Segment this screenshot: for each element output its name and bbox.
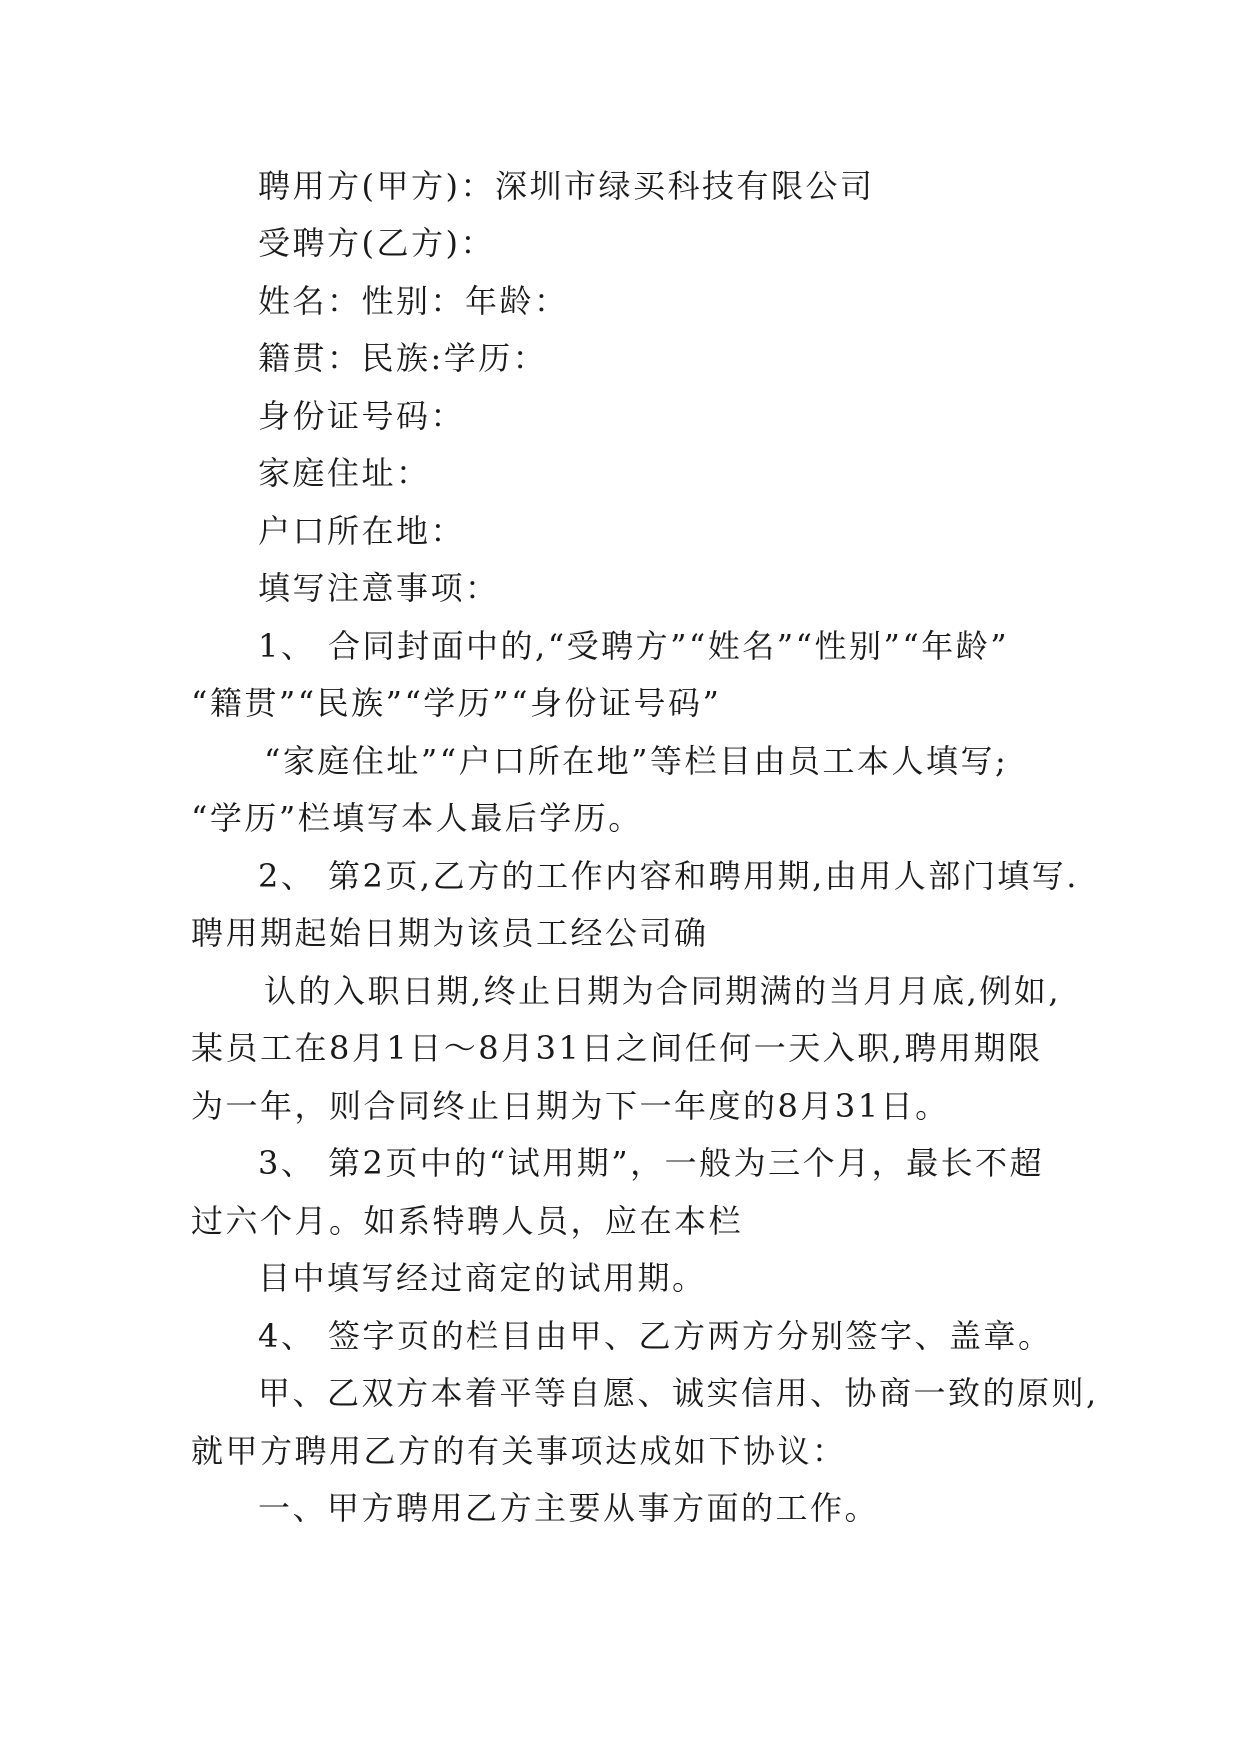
note-2-line-2: 聘用期起始日期为该员工经公司确	[191, 914, 709, 952]
note-1-line-1: 1、 合同封面中的,“受聘方”“姓名”“性别”“年龄”	[258, 627, 1010, 665]
note-3-line-3: 目中填写经过商定的试用期。	[258, 1259, 707, 1297]
note-2-line-4: 某员工在8月1日～8月31日之间任何一天入职,聘用期限	[191, 1029, 1043, 1067]
notes-heading: 填写注意事项：	[258, 569, 500, 607]
note-3-line-2: 过六个月。如系特聘人员，应在本栏	[191, 1202, 744, 1240]
clause-1-line: 一、甲方聘用乙方主要从事方面的工作。	[258, 1489, 880, 1527]
note-2-line-5: 为一年，则合同终止日期为下一年度的8月31日。	[191, 1087, 950, 1125]
home-address-line: 家庭住址：	[258, 454, 431, 492]
note-2-line-1: 2、 第2页,乙方的工作内容和聘用期,由用人部门填写.	[258, 857, 1079, 895]
agreement-line-2: 就甲方聘用乙方的有关事项达成如下协议：	[191, 1432, 847, 1470]
agreement-line-1: 甲、乙双方本着平等自愿、诚实信用、协商一致的原则,	[258, 1374, 1099, 1412]
note-4-line: 4、 签字页的栏目由甲、乙方两方分别签字、盖章。	[258, 1317, 1053, 1355]
note-1-line-3: “家庭住址”“户口所在地”等栏目由员工本人填写;	[264, 742, 1009, 780]
note-1-line-4: “学历”栏填写本人最后学历。	[191, 799, 643, 837]
note-3-line-1: 3、 第2页中的“试用期”，一般为三个月，最长不超	[258, 1144, 1045, 1182]
origin-ethnicity-education-line: 籍贯：民族:学历：	[258, 339, 548, 377]
note-2-line-3: 认的入职日期,终止日期为合同期满的当月月底,例如,	[264, 972, 1062, 1010]
note-1-line-2: “籍贯”“民族”“学历”“身份证号码”	[191, 684, 722, 722]
employee-line: 受聘方(乙方)：	[258, 224, 495, 262]
household-registration-line: 户口所在地：	[258, 512, 466, 550]
name-gender-age-line: 姓名：性别：年龄：	[258, 282, 569, 320]
employer-line: 聘用方(甲方)：深圳市绿买科技有限公司	[258, 167, 875, 205]
id-number-line: 身份证号码：	[258, 397, 466, 435]
